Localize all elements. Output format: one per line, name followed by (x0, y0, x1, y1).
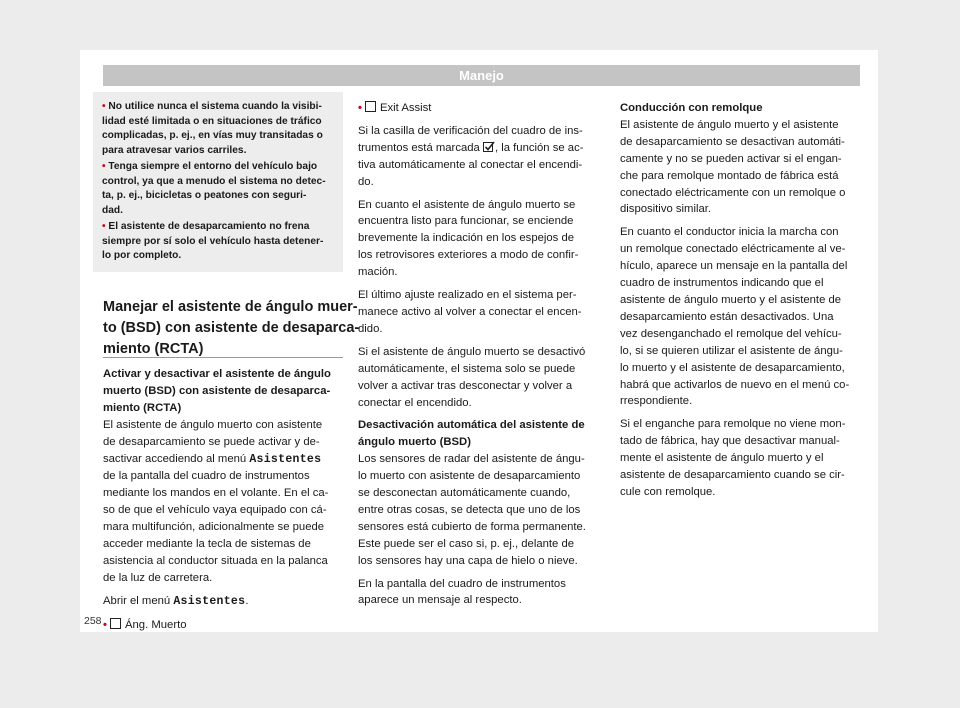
menu-name: Asistentes (173, 594, 246, 608)
option-angulo-muerto: • Áng. Muerto (103, 618, 187, 631)
bullet-icon: • (358, 102, 362, 114)
warning-item: • Tenga siempre el entorno del vehículo bajo control, ya que a menudo el sistema no detec- ta, p. ej., bicicletas o peatones con seguri- dad. (102, 161, 326, 216)
warning-box (93, 92, 343, 272)
bullet-icon: • (103, 618, 107, 631)
section-divider (103, 357, 343, 358)
section-title: Manejar el asistente de ángulo muer- to (BSD) con asistente de desaparca- miento (RCTA) (103, 299, 360, 357)
chapter-header: Manejo (103, 65, 860, 86)
warning-item: • No utilice nunca el sistema cuando la visibi- lidad esté limitada o en situaciones de tráfico complicadas, p. ej., en vías muy transitadas o para atravesar varios carriles. (102, 101, 323, 156)
page-number: 258 (84, 615, 102, 627)
checked-box-icon (483, 141, 495, 152)
bullet-icon: • (102, 101, 106, 112)
warning-item: • El asistente de desaparcamiento no frena siempre por sí solo el vehículo hasta detener- lo por completo. (102, 221, 324, 262)
column-1: Activar y desactivar el asistente de ángulo muerto (BSD) con asistente de desaparca- miento (RCTA) El asistente de ángulo muerto con asistente de desaparcamiento se puede activar y de- sactivar accediendo al menú Asistentes de la pantalla del cuadro de instrumentos mediante los mandos en el volante. En el ca- so de que el vehículo vaya equipado con cá- mara multifunción, adicionalmente se puede acceder mediante la tecla de sistemas de asistencia al conductor situada en la palanca de la luz de carretera. Abrir el menú Asistentes. • Áng. Muerto (103, 366, 343, 634)
empty-checkbox-icon (365, 101, 376, 112)
option-exit-assist: • Exit Assist (358, 102, 432, 114)
bullet-icon: • (102, 221, 106, 232)
column-2: • Exit Assist Si la casilla de verificación del cuadro de ins- trumentos está marcada , la función se ac- tiva automáticamente al conectar el encendi- do. En cuanto el asistente de ángulo muerto se encuentra listo para funcionar, se enciende brevemente la indicación en los espejos de los retrovisores exteriores a modo de confir- mación. El último ajuste realizado en el sistema per- manece activo al volver a conectar el encen- dido. Si el asistente de ángulo muerto se desactivó automáticamente, el sistema solo se puede volver a activar tras desconectar y volver a conectar el encendido. Desactivación automática del asistente de ángulo muerto (BSD) Los sensores de radar del asistente de ángu- lo muerto con asistente de desaparcamiento se desconectan automáticamente cuando, entre otras cosas, se detecta que uno de los sensores está cubierto de forma permanente. Este puede ser el caso si, p. ej., delante de los sensores hay una capa de hielo o nieve. En la pantalla del cuadro de instrumentos aparece un mensaje al respecto. (358, 100, 608, 609)
menu-name: Asistentes (249, 452, 322, 466)
bullet-icon: • (102, 161, 106, 172)
empty-checkbox-icon (110, 618, 121, 629)
column-3: Conducción con remolque El asistente de ángulo muerto y el asistente de desaparcamiento se desactivan automáti- camente y no se pueden activar si el engan- che para remolque montado de fábrica está conectado eléctricamente con un remolque o dispositivo similar. En cuanto el conductor inicia la marcha con un remolque conectado eléctricamente al ve- hículo, aparece un mensaje en la pantalla del cuadro de instrumentos indicando que el asistente de ángulo muerto y el asistente de desaparcamiento están desactivados. Una vez desenganchado el remolque del vehícu- lo, si se quieren utilizar el asistente de ángu- lo muerto y el asistente de desaparcamiento, habrá que activarlos de nuevo en el menú co- rrespondiente. Si el enganche para remolque no viene mon- tado de fábrica, hay que desactivar manual- mente el asistente de ángulo muerto y el asistente de desaparcamiento cuando se cir- cule con remolque. (620, 102, 850, 498)
